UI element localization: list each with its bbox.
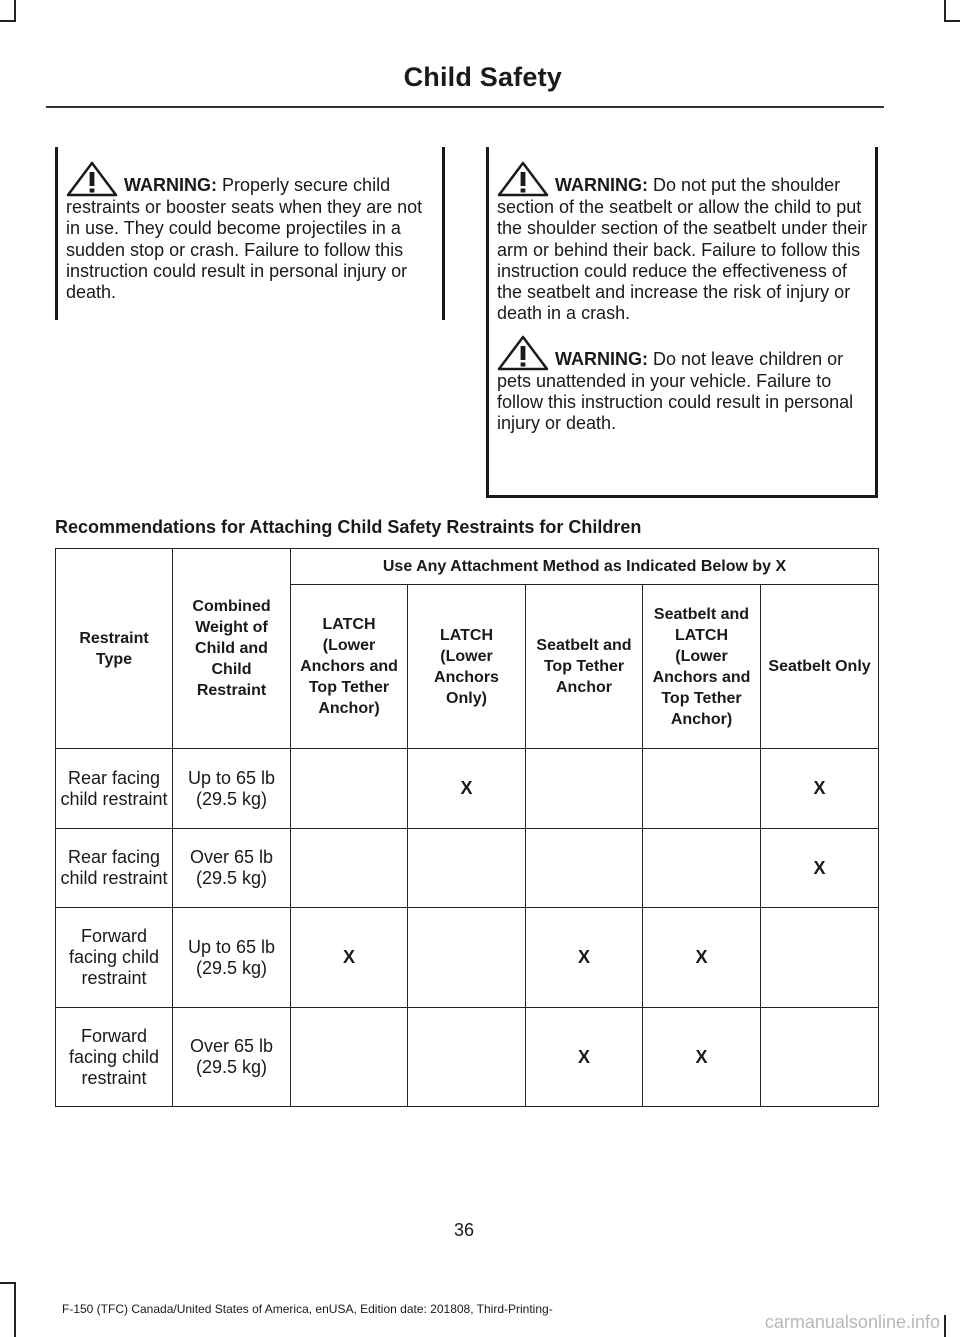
warning-paragraph	[66, 161, 436, 303]
cell-method-mark: X	[643, 1008, 761, 1107]
warning-text: Properly secure child restraints or booster seats when they are not in use. They could become projectiles in a sudden stop or crash. Failure to follow this instruction could result in personal injury or death.	[66, 175, 423, 303]
col-header-restraint-type: Restraint Type	[56, 549, 173, 749]
cell-method-mark: X	[761, 829, 879, 908]
warning-box-left	[55, 147, 445, 320]
warning-triangle-icon	[497, 335, 549, 371]
cell-method-mark	[291, 829, 408, 908]
cell-method-mark: X	[291, 908, 408, 1008]
cell-weight: Over 65 lb (29.5 kg)	[173, 829, 291, 908]
crop-mark	[14, 0, 16, 22]
footer-text: F-150 (TFC) Canada/United States of America, enUSA, Edition date: 201808, Third-Printing-	[62, 1302, 553, 1316]
warning-label: WARNING:	[555, 348, 648, 369]
cell-method-mark: X	[761, 749, 879, 829]
warning-text: Do not put the shoulder section of the seatbelt or allow the child to put the shoulder section of the seatbelt under their arm or behind their back. Failure to follow this instruction could reduce the effectiveness of the seatbelt and increase the risk of injury or death in a crash.	[497, 175, 868, 324]
crop-mark	[944, 20, 960, 22]
title-divider	[46, 106, 884, 108]
warning-label: WARNING:	[124, 175, 217, 195]
crop-mark	[0, 1282, 16, 1284]
col-header-weight: Combined Weight of Child and Child Restraint	[173, 549, 291, 749]
table-row	[56, 908, 879, 1008]
cell-weight: Over 65 lb (29.5 kg)	[173, 1008, 291, 1107]
cell-restraint-type: Rear facing child restraint	[56, 829, 173, 908]
warning-box-right	[486, 147, 878, 498]
cell-method-mark	[291, 749, 408, 829]
cell-method-mark	[408, 908, 526, 1008]
cell-method-mark: X	[408, 749, 526, 829]
table-row	[56, 1008, 879, 1107]
cell-weight: Up to 65 lb (29.5 kg)	[173, 908, 291, 1008]
crop-mark	[944, 0, 946, 22]
cell-method-mark	[526, 749, 643, 829]
col-header-method: LATCH (Lower Anchors Only)	[408, 585, 526, 749]
crop-mark	[14, 1282, 16, 1337]
warning-paragraph	[497, 335, 869, 435]
cell-method-mark	[526, 829, 643, 908]
cell-method-mark: X	[643, 908, 761, 1008]
col-header-method: Seatbelt and Top Tether Anchor	[526, 585, 643, 749]
col-header-method: Seatbelt Only	[761, 585, 879, 749]
cell-weight: Up to 65 lb (29.5 kg)	[173, 749, 291, 829]
cell-method-mark	[408, 1008, 526, 1107]
watermark: carmanualsonline.info	[764, 1312, 940, 1332]
crop-mark	[944, 1315, 946, 1337]
warning-label: WARNING:	[555, 175, 648, 195]
page-title: Child Safety	[403, 62, 562, 92]
warning-triangle-icon	[66, 161, 118, 197]
cell-method-mark	[408, 829, 526, 908]
cell-restraint-type: Forward facing child restraint	[56, 1008, 173, 1107]
table-row	[56, 829, 879, 908]
col-header-group: Use Any Attachment Method as Indicated Below by X	[291, 549, 879, 585]
cell-method-mark	[643, 749, 761, 829]
warning-text: Do not leave children or pets unattended in your vehicle. Failure to follow this instruction could result in personal injury or death.	[497, 348, 854, 434]
warning-paragraph	[497, 161, 869, 325]
cell-method-mark	[643, 829, 761, 908]
cell-method-mark: X	[526, 1008, 643, 1107]
crop-mark	[0, 20, 16, 22]
section-heading: Recommendations for Attaching Child Safety Restraints for Children	[55, 517, 642, 537]
cell-method-mark	[291, 1008, 408, 1107]
attachment-table	[55, 548, 879, 1107]
warning-triangle-icon	[497, 161, 549, 197]
cell-restraint-type: Rear facing child restraint	[56, 749, 173, 829]
page-number: 36	[453, 1220, 475, 1240]
cell-method-mark	[761, 908, 879, 1008]
col-header-method: Seatbelt and LATCH (Lower Anchors and Top Tether Anchor)	[643, 585, 761, 749]
cell-method-mark	[761, 1008, 879, 1107]
table-row	[56, 749, 879, 829]
cell-restraint-type: Forward facing child restraint	[56, 908, 173, 1008]
col-header-method: LATCH (Lower Anchors and Top Tether Anchor)	[291, 585, 408, 749]
cell-method-mark: X	[526, 908, 643, 1008]
